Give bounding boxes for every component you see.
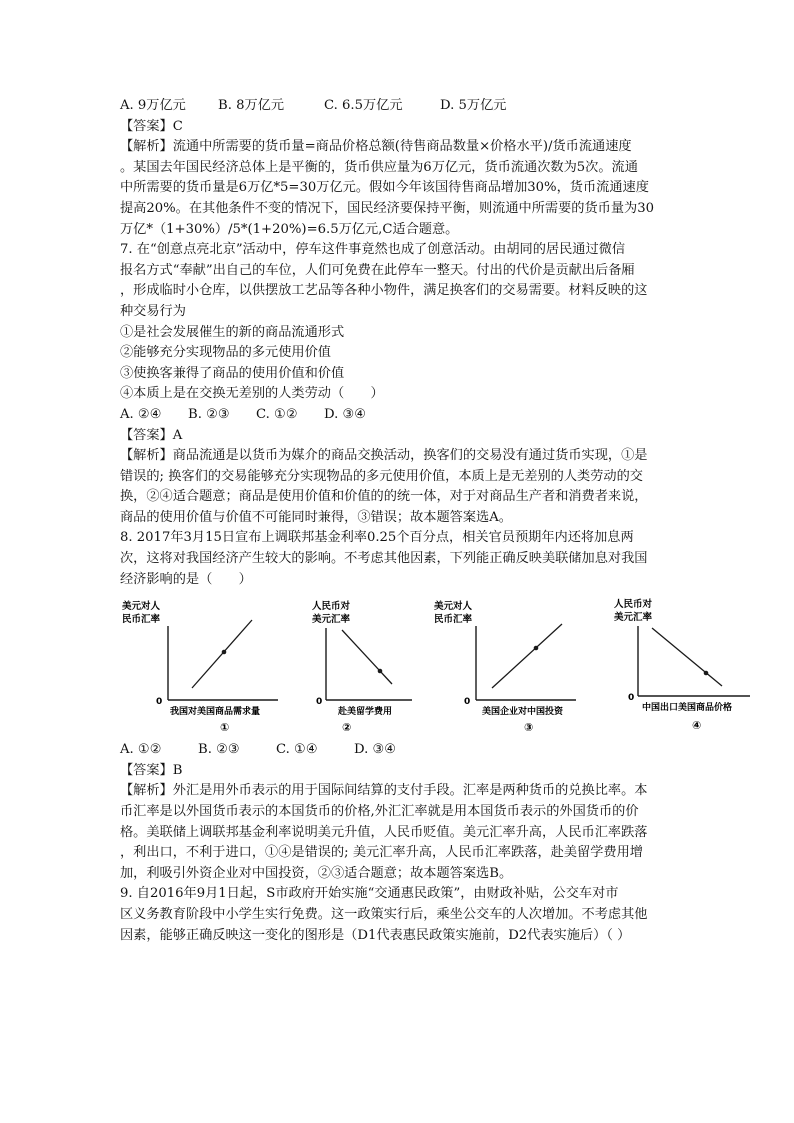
q8-stem-line: 经济影响的是（ ） [120,571,252,587]
q7-item: ②能够充分实现物品的多元使用价值 [120,345,331,361]
q6-option-b: B. 8万亿元 [218,98,285,113]
chart-origin-label: 0 [156,697,163,708]
q6-analysis-line: 。某国去年国民经济总体上是平衡的，货币供应量为6万亿元，货币流通次数为5次。流通 [120,159,638,175]
q6-option-c: C. 6.5万亿元 [324,98,403,113]
q9-stem-line: 区义务教育阶段中小学生实行免费。这一政策实行后，乘坐公交车的人次增加。不考虑其他 [120,907,648,922]
chart-ylabel: 美元对人 [434,601,473,613]
q7-analysis-line: 【解析】商品流通是以货币为媒介的商品交换活动，换客们的交易没有通过货币实现，①是 [120,448,648,464]
q8-analysis-line: 【解析】外汇是用外币表示的用于国际间结算的支付手段。汇率是两种货币的兑换比率。本 [120,783,648,799]
q7-item: ③使换客兼得了商品的使用价值和价值 [120,365,345,381]
chart-curve [492,624,562,688]
q8-analysis-line: 格。美联储上调联邦基金利率说明美元升值，人民币贬值。美元汇率升高，人民币汇率跌落 [120,824,648,840]
q8-chart-4-svg [582,598,752,736]
q7-option-c: C. ①② [256,406,298,422]
q7-stem [120,240,680,322]
q7-stem-line: 7. 在“创意点亮北京”活动中，停车这件事竟然也成了创意活动。由胡同的居民通过微信 [120,242,626,258]
chart-number: ② [342,721,352,735]
chart-point [534,646,539,651]
q8-option-a: A. ①② [120,742,162,758]
q9-stem-line: 9. 自2016年9月1日起，S市政府开始实施“交通惠民政策”，由财政补贴，公交车对市 [120,886,619,902]
chart-ylabel: 美元汇率 [312,614,351,626]
q6-analysis [120,137,680,240]
chart-number: ③ [524,721,534,735]
q8-chart-3 [420,598,580,740]
q8-analysis-line: 加，利吸引外资企业对中国投资，②③适合题意；故本题答案选B。 [120,865,513,881]
q8-options [120,740,680,761]
q6-options [120,96,680,117]
chart-xlabel: 我国对美国商品需求量 [170,707,261,718]
q7-analysis-line: 错误的; 换客们的交易能够充分实现物品的多元使用价值，本质上是无差别的人类劳动的交 [120,468,643,484]
chart-origin-label: 0 [628,693,635,704]
q7-stem-line: 种交易行为 [120,303,186,319]
chart-origin-label: 0 [464,697,471,708]
q8-stem-line: 8. 2017年3月15日宣布上调联邦基金利率0.25个百分点，相关官员预期年内还将加息两 [120,530,634,546]
chart-xlabel: 美国企业对中国投资 [482,707,564,718]
q6-option-a: A. 9万亿元 [120,98,186,113]
q8-option-c: C. ①④ [276,742,318,758]
chart-point [704,671,709,676]
q8-chart-4 [582,598,752,740]
document-page [120,96,733,946]
q7-stem-line: 报名方式“奉献”出自己的车位，人们可免费在此停车一整天。付出的代价是贡献出后备厢 [120,262,635,278]
q8-option-b: B. ②③ [198,742,240,758]
chart-ylabel: 美元对人 [122,601,161,613]
chart-point [378,669,383,674]
q6-analysis-line: 中所需要的货币量是6万亿*5=30万亿元。假如今年该国待售商品增加30%，货币流通速度 [120,180,649,196]
q7-option-a: A. ②④ [120,406,162,422]
chart-ylabel: 美元汇率 [614,612,653,624]
q7-option-b: B. ②③ [188,406,230,422]
q7-option-d: D. ③④ [324,406,367,422]
q9-stem-line: 因素，能够正确反映这一变化的图形是（D1代表惠民政策实施前，D2代表实施后）（ ） [120,927,631,943]
chart-ylabel: 人民币对 [312,601,351,613]
q8-chart-2 [284,598,414,740]
chart-curve [652,628,722,686]
q7-item: ④本质上是在交换无差别的人类劳动（ ） [120,386,384,402]
q7-items [120,323,680,405]
q7-analysis-line: 换，②④适合题意；商品是使用价值和价值的的统一体，对于对商品生产者和消费者来说， [120,489,648,505]
q7-item: ①是社会发展催生的新的商品流通形式 [120,324,345,340]
q8-analysis [120,781,680,884]
q7-stem-line: ，形成临时小仓库，以供摆放工艺品等各种小物件，满足换客们的交易需要。材料反映的这 [120,283,648,299]
chart-ylabel: 人民币对 [614,599,653,611]
q8-analysis-line: 币汇率是以外国货币表示的本国货币的价格,外汇汇率就是用本国货币表示的外国货币的价 [120,804,639,820]
q8-stem-line: 次，这将对我国经济产生较大的影响。不考虑其他因素，下列能正确反映美联储加息对我国 [120,551,648,567]
chart-ylabel: 民币汇率 [122,614,161,626]
chart-xlabel: 中国出口美国商品价格 [642,703,733,714]
q7-options [120,405,680,426]
chart-xlabel: 赴美留学费用 [338,707,393,718]
chart-curve [192,620,252,688]
q8-option-d: D. ③④ [354,742,397,758]
q8-chart-3-svg [420,598,580,736]
q8-analysis-line: ，利出口，不利于进口，①④是错误的; 美元汇率升高，人民币汇率跌落，赴美留学费用增 [120,845,643,861]
q6-analysis-line: 提高20%。在其他条件不变的情况下，国民经济要保持平衡，则流通中所需要的货币量为30 [120,200,655,216]
q6-answer: 【答案】C [120,118,183,134]
q8-chart-row [120,598,733,736]
q7-analysis [120,446,680,528]
q8-chart-1 [120,598,280,740]
q8-chart-1-svg [120,598,280,736]
q7-analysis-line: 商品的使用价值与价值不可能同时兼得，③错误；故本题答案选A。 [120,509,512,525]
chart-curve [342,630,392,684]
q7-answer: 【答案】A [120,427,183,443]
chart-point [222,650,227,655]
q6-analysis-line: 万亿*（1+30%）/5*(1+20%)=6.5万亿元,C适合题意。 [120,221,459,237]
q8-stem [120,528,680,590]
chart-number: ④ [692,719,702,733]
q6-option-d: D. 5万亿元 [440,98,507,113]
q8-chart-2-svg [284,598,414,736]
q8-answer: 【答案】B [120,762,183,778]
chart-number: ① [220,721,230,735]
q6-analysis-line: 【解析】流通中所需要的货币量=商品价格总额(待售商品数量×价格水平)/货币流通速度 [120,139,632,155]
chart-origin-label: 0 [316,697,323,708]
chart-ylabel: 民币汇率 [434,614,473,626]
q9-stem [120,884,680,946]
